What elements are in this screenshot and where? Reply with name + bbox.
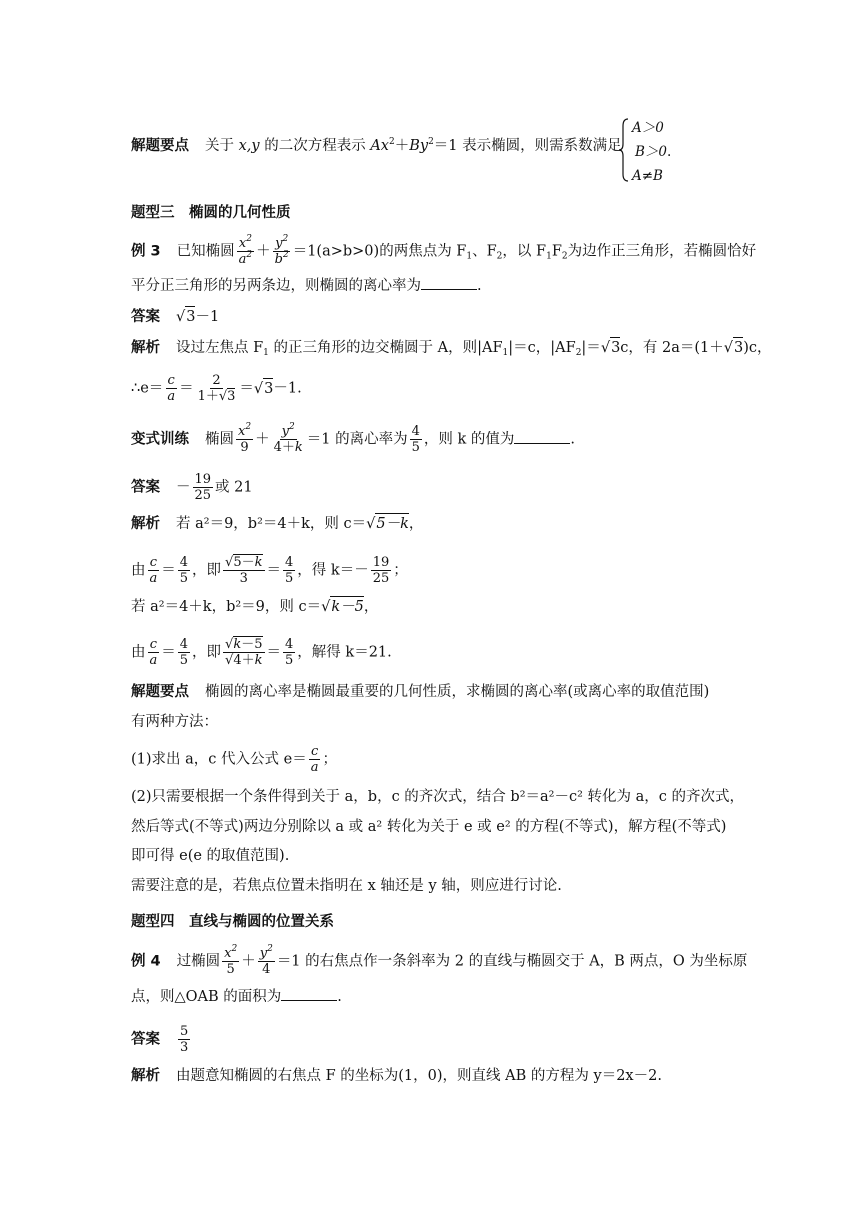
variant-exercise: 变式训练 椭圆 $\frac{x^2}{9}$ ＋ $\frac{y^2}{4+k}$ ＝1 的离心率为 $\frac{4}{5}$ ，则 k 的值为 . <box>131 422 575 455</box>
answer-5 <box>131 1024 192 1055</box>
example-3: 例 3 已知椭圆 $\frac{x^2}{a^2}$ ＋ $\frac{y^2}{b^2}$ ＝1(a>b>0)的两焦点为 $F_1$、$F_2$，以 $F_1F_2$为边作正三角形，若椭圆恰好 <box>131 234 757 267</box>
solution-4-line2 <box>131 555 408 586</box>
text: 或 21 <box>215 479 253 496</box>
text: 25 <box>194 488 212 503</box>
text: 若 a²＝4＋k，b²＝9，则 c＝ <box>131 599 322 615</box>
text: ，得 k＝－ <box>297 562 369 579</box>
example-label: 例 3 <box>131 243 161 260</box>
text: ，以 F <box>502 243 547 260</box>
note: 需要注意的是，若焦点位置未指明在 x 轴还是 y 轴，则应进行讨论. <box>131 878 562 894</box>
text: ＝1 的右焦点作一条斜率为 2 的直线与椭圆交于 A，B 两点，O 为坐标原 <box>276 953 748 970</box>
sqrt: √ 5－k <box>366 513 409 534</box>
text-line: 然后等式(不等式)两边分别除以 a 或 a² 转化为关于 e 或 e² 的方程(不等式)，解方程(不等式) <box>131 819 727 835</box>
example-label: 例 4 <box>131 953 161 970</box>
solution-label: 解析 <box>131 340 160 356</box>
text: 已知椭圆 <box>176 243 235 260</box>
text: . <box>477 278 482 294</box>
fraction: $\frac{y^2}{4}$ <box>259 944 273 977</box>
solution-5 <box>131 1066 662 1086</box>
text: 3 <box>180 1040 189 1055</box>
fraction: $\frac{c}{a}$ <box>149 637 158 668</box>
fraction: $\frac{4}{5}$ <box>179 555 189 586</box>
text: ＝ <box>239 380 254 397</box>
fraction <box>193 472 214 503</box>
fraction: $\frac{x^2}{9}$ <box>238 422 252 455</box>
example-3-line2 <box>131 276 482 296</box>
condition: B＞0 <box>635 144 668 160</box>
fraction: $\frac{√5-k}{3}$ <box>225 555 263 586</box>
text: x,y <box>238 138 260 154</box>
text: 的正三角形的边交椭圆于 A，则|AF <box>268 340 503 356</box>
answer-label: 答案 <box>131 309 160 325</box>
key-point-1: 解题要点 关于 x,y 的二次方程表示 $Ax^2+By^2=1$ 表示椭圆，则需系数满足 <box>131 137 622 154</box>
fraction: $\frac{c}{a}$ <box>167 373 176 404</box>
solution-label: 解析 <box>131 1068 160 1084</box>
text: ＝1 的离心率为 <box>306 431 408 448</box>
text: ，解得 k＝21. <box>297 644 392 661</box>
text: 椭圆 <box>205 431 234 448</box>
text-line: 即可得 e(e 的取值范围). <box>131 848 290 864</box>
solution-4-line4 <box>131 637 392 668</box>
answer-4 <box>131 472 253 503</box>
text: 关于 <box>205 138 239 154</box>
sqrt: √ k－5 <box>321 596 364 617</box>
section-heading-3: 题型三 椭圆的几何性质 <box>131 205 291 221</box>
sqrt: √ 3 <box>254 378 273 399</box>
text: 3 <box>263 378 273 399</box>
text: 19 <box>194 472 212 487</box>
text: ，则 k 的值为 <box>423 431 515 448</box>
answer-blank <box>421 276 477 290</box>
text: 若 a²＝9，b²＝4＋k，则 c＝ <box>176 516 367 532</box>
text: k－5 <box>330 596 364 617</box>
text: 、F <box>472 243 497 260</box>
text: By <box>409 138 429 154</box>
text: ＝ <box>161 644 176 661</box>
key-point-title: 解题要点 <box>131 684 189 700</box>
text: 5－k <box>375 513 409 534</box>
sqrt: √ 3 <box>724 337 743 358</box>
text: ，即 <box>192 644 222 661</box>
sqrt: √ 3 <box>176 306 195 327</box>
text: 由题意知椭圆的右焦点 F 的坐标为(1，0)，则直线 AB 的方程为 y＝2x－2. <box>176 1068 662 1084</box>
fraction: $\frac{√k-5}{√4+k}$ <box>225 637 263 668</box>
solution-3: 解析 设过左焦点 $F_1$ 的正三角形的边交椭圆于 A，则$|AF_1|=c$，$|AF_2|=√$ 3 c，有 2a＝(1＋√ 3 )c， <box>131 337 772 358</box>
example-4-line2 <box>131 987 342 1007</box>
text: (1)求出 a，c 代入公式 e＝ <box>131 751 307 768</box>
text: |＝ <box>581 340 601 356</box>
text: . <box>337 989 342 1005</box>
text: 3 <box>185 306 195 327</box>
text: 的二次方程表示 <box>259 138 371 154</box>
fraction: $\frac{2}{1+√3}$ <box>197 373 236 404</box>
solution-label: 解析 <box>131 516 160 532</box>
text: ∴e＝ <box>131 380 164 397</box>
text: ＝ <box>161 562 176 579</box>
text: ； <box>322 751 337 768</box>
text: c，有 2a＝(1＋ <box>620 340 724 356</box>
fraction: $\frac{y^2}{4+k}$ <box>273 422 303 455</box>
sqrt: √ 3 <box>601 337 620 358</box>
fraction: $\frac{x^2}{5}$ <box>224 944 238 977</box>
text: 椭圆的离心率是椭圆最重要的几何性质，求椭圆的离心率(或离心率的取值范围) <box>205 684 710 700</box>
fraction: $\frac{19}{25}$ <box>372 555 390 586</box>
text: 3 <box>610 337 620 358</box>
text: ＝ <box>179 380 194 397</box>
text: . <box>667 144 672 160</box>
example-4: 例 4 过椭圆 $\frac{x^2}{5}$ ＋ $\frac{y^2}{4}$ ＝1 的右焦点作一条斜率为 2 的直线与椭圆交于 A，B 两点，O 为坐标原 <box>131 944 748 977</box>
answer-3 <box>131 306 219 327</box>
solution-4 <box>131 513 423 534</box>
fraction: $\frac{4}{5}$ <box>411 424 420 455</box>
text: |＝c，|AF <box>508 340 576 356</box>
variant-label: 变式训练 <box>131 431 189 448</box>
fraction: $\frac{y^2}{b^2}$ <box>274 234 289 267</box>
text: F <box>551 243 562 260</box>
coefficient-conditions <box>632 116 671 188</box>
answer-blank <box>514 430 570 444</box>
text: ， <box>408 516 424 532</box>
text: 平分正三角形的另两条边，则椭圆的离心率为 <box>131 278 421 294</box>
text: )c， <box>743 340 772 356</box>
solution-3-line2 <box>131 373 302 404</box>
condition: A＞0 <box>632 120 664 136</box>
text: 3 <box>733 337 743 358</box>
text: 过椭圆 <box>176 953 221 970</box>
answer-label: 答案 <box>131 479 160 496</box>
text: ， <box>363 599 379 615</box>
fraction: $\frac{c}{a}$ <box>310 744 319 775</box>
key-point-title: 解题要点 <box>131 138 189 154</box>
text: ＝1 表示椭圆，则需系数满足 <box>433 138 622 154</box>
method-2: (2)只需要根据一个条件得到关于 a，b，c 的齐次式，结合 b²＝a²－c² 转化为 a，c 的齐次式， <box>131 789 744 805</box>
fraction: $\frac{x^2}{a^2}$ <box>238 234 253 267</box>
fraction: $\frac{4}{5}$ <box>179 637 189 668</box>
text: 由 <box>131 562 146 579</box>
left-brace <box>619 118 629 182</box>
text: 点，则△OAB 的面积为 <box>131 989 282 1005</box>
text: . <box>570 431 575 448</box>
text: 5 <box>180 1024 189 1039</box>
key-point-2 <box>131 682 709 702</box>
text: ＝1(a>b>0)的两焦点为 F <box>292 243 467 260</box>
answer-blank <box>281 987 337 1001</box>
text: ； <box>393 562 408 579</box>
text: Ax <box>370 138 389 154</box>
fraction: $\frac{4}{5}$ <box>285 637 294 668</box>
text: － <box>176 479 191 496</box>
text: 为边作正三角形，若椭圆恰好 <box>567 243 757 260</box>
text: －1 <box>195 309 220 325</box>
text: ，即 <box>192 562 222 579</box>
condition: A≠B <box>632 168 663 184</box>
text-line: 有两种方法： <box>131 714 218 730</box>
section-heading-4: 题型四 直线与椭圆的位置关系 <box>131 914 334 930</box>
text: 由 <box>131 644 146 661</box>
text: 设过左焦点 F <box>176 340 264 356</box>
text: ＝ <box>266 644 282 661</box>
fraction <box>178 1024 190 1055</box>
answer-label: 答案 <box>131 1031 160 1048</box>
text: ＝ <box>266 562 282 579</box>
method-1 <box>131 744 337 775</box>
text: －1. <box>273 380 302 397</box>
fraction: $\frac{4}{5}$ <box>285 555 294 586</box>
fraction: $\frac{c}{a}$ <box>149 555 158 586</box>
solution-4-line3 <box>131 596 378 617</box>
